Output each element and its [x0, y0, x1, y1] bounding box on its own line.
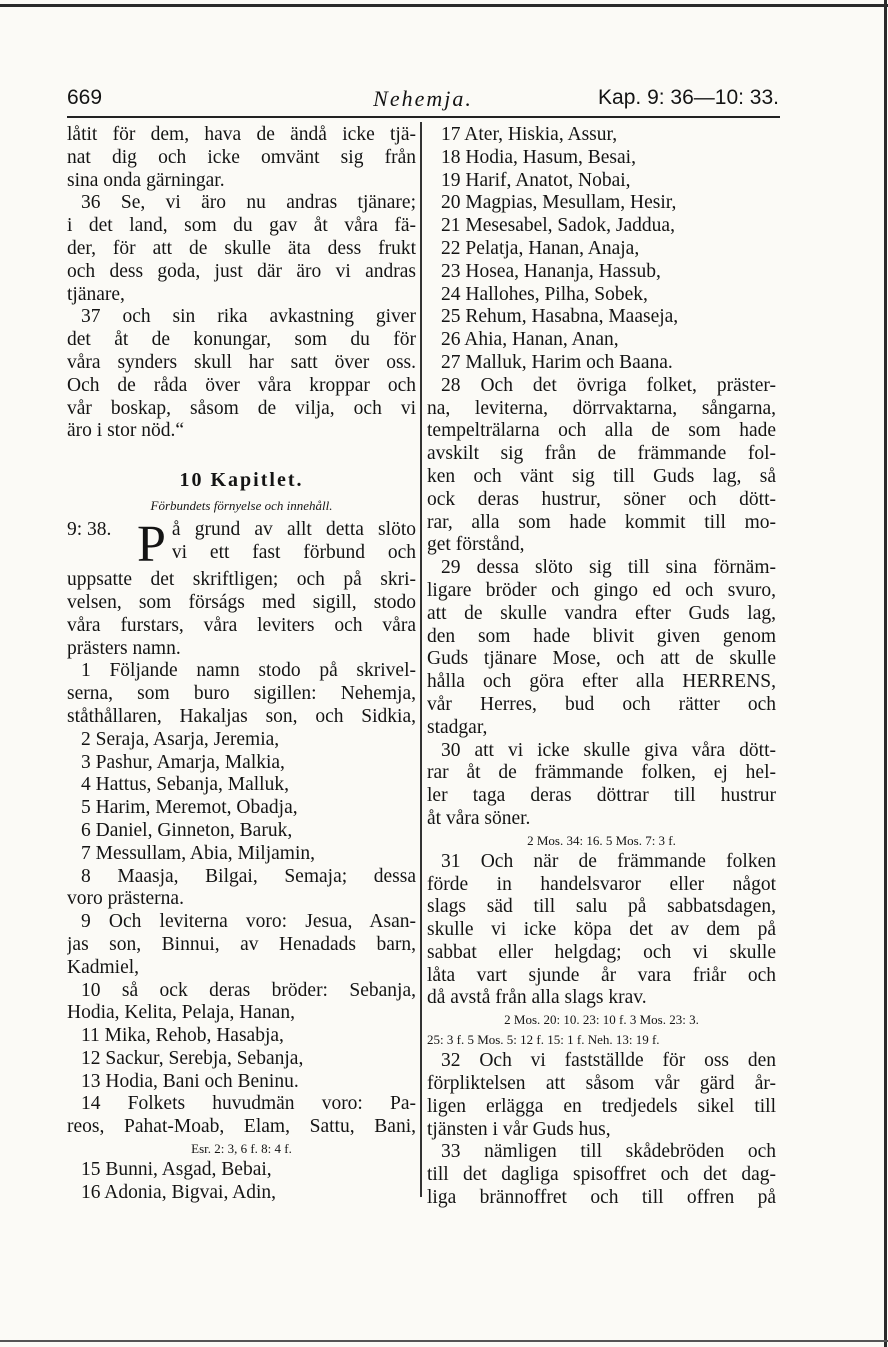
list-item: 15 Bunni, Asgad, Bebai, [81, 1159, 272, 1181]
text-line: 1 Följande namn stodo på skrivel- [81, 660, 416, 682]
text-line: Och de råda över våra kroppar och [67, 374, 416, 396]
chapter-reference: Kap. 9: 36—10: 33. [598, 86, 779, 109]
text-line: get förstånd, [427, 534, 525, 556]
text-line: vår Herres, bud och rätter och [427, 693, 776, 715]
text-line: hålla och göra efter alla HERRENS, [427, 671, 776, 693]
verse-9 [67, 911, 416, 979]
text-line: 28 Och det övriga folket, präster- [441, 374, 776, 396]
text-line: der, för att de skulle äta dess frukt [67, 237, 416, 259]
cross-reference: Esr. 2: 3, 6 f. 8: 4 f. [191, 1141, 292, 1157]
text-line: liga brännoffret och till offren på [427, 1187, 776, 1209]
text-line: rar åt de främmande folken, ej hel- [427, 762, 776, 784]
chapter-title: 10 Kapitlet. [179, 469, 304, 492]
text-line: vi ett fast förbund och [171, 541, 416, 563]
list-item: 26 Ahia, Hanan, Anan, [441, 329, 619, 351]
text-line: serna, som buro sigillen: Nehemja, [67, 683, 416, 705]
verse-35-end [67, 124, 416, 192]
text-line: då avstå från alla slags krav. [427, 987, 647, 1009]
text-line: slags säd till salu på sabbatsdagen, [427, 896, 776, 918]
page-header [67, 86, 779, 116]
list-item: 18 Hodia, Hasum, Besai, [441, 146, 636, 168]
name-list-17-27 [427, 124, 776, 375]
text-line: na, leviterna, dörrvaktarna, sångarna, [427, 397, 776, 419]
text-line: ock deras hustrur, söner och dött- [427, 488, 776, 510]
cross-reference: 2 Mos. 20: 10. 23: 10 f. 3 Mos. 23: 3. [504, 1012, 699, 1028]
verse-38-rest [67, 569, 416, 660]
verse-36 [67, 192, 416, 306]
text-line: uppsatte det skriftligen; och på skri- [67, 569, 416, 591]
chapter-opening [67, 519, 416, 569]
verse-1 [67, 660, 416, 728]
text-line: voro prästerna. [67, 888, 184, 910]
text-line: förde in handelsvaror eller något [427, 873, 776, 895]
list-item: 22 Pelatja, Hanan, Anaja, [441, 237, 640, 259]
verse-29 [427, 557, 776, 739]
text-line: 30 att vi icke skulle giva våra dött- [441, 739, 776, 761]
text-line: 37 och sin rika avkastning giver [81, 306, 416, 328]
list-item: 3 Pashur, Amarja, Malkia, [81, 751, 285, 773]
name-list-2-7 [67, 729, 416, 866]
text-line: till det dagliga spisoffret och det dag- [427, 1164, 776, 1186]
text-line: åt våra söner. [427, 807, 531, 829]
scan-top-edge [0, 4, 888, 7]
book-title: Nehemja. [373, 86, 473, 111]
text-line: 9 Och leviterna voro: Jesua, Asan- [81, 911, 416, 933]
list-item: 2 Seraja, Asarja, Jeremia, [81, 728, 280, 750]
verse-31 [427, 851, 776, 1011]
text-line: ligare bröder och gingo ed och svuro, [427, 579, 776, 601]
text-line: 14 Folkets huvudmän voro: Pa- [81, 1093, 416, 1115]
page-number: 669 [67, 86, 103, 109]
cross-reference: 25: 3 f. 5 Mos. 5: 12 f. 15: 1 f. Neh. 13: 19 f. [427, 1032, 660, 1048]
list-item: 25 Rehum, Hasabna, Maaseja, [441, 306, 679, 328]
text-line: att de skulle vandra efter Guds lag, [427, 602, 776, 624]
verse-28 [427, 375, 776, 557]
text-line: sina onda gärningar. [67, 169, 225, 191]
chapter-subtitle: Förbundets förnyelse och innehåll. [150, 498, 333, 514]
scan-bottom-edge [0, 1340, 888, 1342]
list-item: 24 Hallohes, Pilha, Sobek, [441, 283, 648, 305]
text-line: stadgar, [427, 716, 488, 738]
list-item: 11 Mika, Rehob, Hasabja, [81, 1025, 284, 1047]
text-line: nat dig och icke omvänt sig från [67, 146, 416, 168]
text-line: Hodia, Kelita, Pelaja, Hanan, [67, 1002, 295, 1024]
list-item: 5 Harim, Meremot, Obadja, [81, 797, 298, 819]
text-line: 33 nämligen till skådebröden och [441, 1141, 776, 1163]
verse-14 [67, 1093, 416, 1139]
text-line: avskilt sig från de främmande fol- [427, 443, 776, 465]
text-line: i det land, som du gav åt våra fä- [67, 215, 416, 237]
scan-right-edge [884, 0, 887, 1347]
text-line: tjänare, [67, 283, 125, 305]
right-column [427, 124, 776, 1210]
cross-reference: 2 Mos. 34: 16. 5 Mos. 7: 3 f. [527, 832, 676, 848]
verse-37 [67, 306, 416, 443]
text-line: låta vart sjunde år vara friår och [427, 964, 776, 986]
text-line: ligen erlägga en tredjedels sikel till [427, 1095, 776, 1117]
verse-10 [67, 980, 416, 1026]
text-line: sabbat eller helgdag; och vi skulle [427, 941, 776, 963]
text-line: velsen, som förságs med sigill, stodo [67, 591, 416, 613]
list-item: 13 Hodia, Bani och Beninu. [81, 1070, 299, 1092]
list-item: 17 Ater, Hiskia, Assur, [441, 124, 618, 145]
text-line: förpliktelsen att såsom vår gärd år- [427, 1073, 776, 1095]
list-item: 23 Hosea, Hananja, Hassub, [441, 260, 661, 282]
text-line: jas son, Binnui, av Henadads barn, [67, 933, 416, 955]
name-list-11-13 [67, 1025, 416, 1093]
text-line: låtit för dem, hava de ändå icke tjä- [67, 124, 416, 145]
list-item: 16 Adonia, Bigvai, Adin, [81, 1181, 276, 1203]
text-line: reos, Pahat-Moab, Elam, Sattu, Bani, [67, 1116, 416, 1138]
text-line: våra furstars, våra leviters och våra [67, 614, 416, 636]
verse-reference: 9: 38. [67, 519, 112, 541]
text-line: och dess goda, just där äro vi andras [67, 260, 416, 282]
header-rule [67, 116, 780, 118]
text-line: tempelträlarna och alla de som hade [427, 420, 776, 442]
text-line: 31 Och när de främmande folken [441, 850, 776, 872]
list-item: 7 Messullam, Abia, Miljamin, [81, 842, 315, 864]
text-line: det åt de konungar, som du för [67, 329, 416, 351]
list-item: 4 Hattus, Sebanja, Malluk, [81, 774, 289, 796]
list-item: 27 Malluk, Harim och Baana. [441, 351, 673, 373]
text-line: prästers namn. [67, 637, 181, 659]
column-divider [420, 122, 422, 1197]
text-line: Guds tjänare Mose, och att de skulle [427, 648, 776, 670]
verse-30 [427, 740, 776, 831]
text-line: ken och vänt sig till Guds lag, så [427, 465, 776, 487]
text-line: skulle vi icke köpa det av dem på [427, 919, 776, 941]
list-item: 6 Daniel, Ginneton, Baruk, [81, 819, 293, 841]
verse-32 [427, 1050, 776, 1141]
text-line: den som hade blivit given genom [427, 625, 776, 647]
text-line: vår boskap, såsom de vilja, och vi [67, 397, 416, 419]
verse-8 [67, 866, 416, 912]
text-line: våra synders skull har satt över oss. [67, 351, 416, 373]
list-item: 12 Sackur, Serebja, Sebanja, [81, 1047, 304, 1069]
text-line: 32 Och vi fastställde för oss den [441, 1050, 776, 1072]
text-line: ler taga deras döttrar till hustrur [427, 785, 776, 807]
drop-cap: P [137, 519, 166, 570]
verse-33 [427, 1141, 776, 1209]
name-list-15-16 [67, 1159, 416, 1205]
text-line: 8 Maasja, Bilgai, Semaja; dessa [81, 865, 416, 887]
left-column [67, 124, 416, 1205]
text-line: rar, alla som hade kommit till mo- [427, 511, 776, 533]
text-line: 29 dessa slöto sig till sina förnäm- [441, 557, 776, 579]
text-line: Kadmiel, [67, 956, 140, 978]
list-item: 21 Mesesabel, Sadok, Jaddua, [441, 215, 675, 237]
list-item: 19 Harif, Anatot, Nobai, [441, 169, 631, 191]
text-line: tjänsten i vår Guds hus, [427, 1118, 611, 1140]
spacer [67, 443, 416, 465]
text-line: ståthållaren, Hakaljas son, och Sidkia, [67, 705, 416, 727]
text-line: 36 Se, vi äro nu andras tjänare; [81, 192, 416, 214]
text-line: å grund av allt detta slöto [171, 519, 416, 541]
text-line: 10 så ock deras bröder: Sebanja, [81, 979, 416, 1001]
text-line: äro i stor nöd.“ [67, 420, 184, 442]
list-item: 20 Magpias, Mesullam, Hesir, [441, 192, 677, 214]
